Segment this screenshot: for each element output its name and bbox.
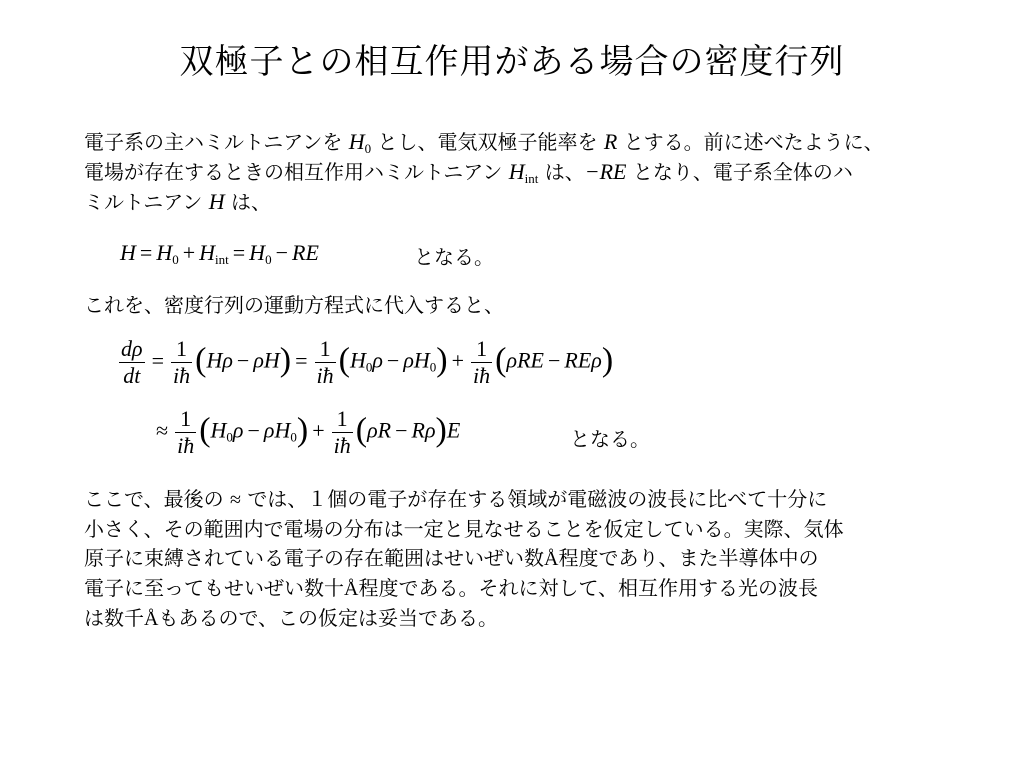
para3-line2: 小さく、その範囲内で電場の分布は一定と見なせることを仮定している。実際、気体 <box>84 517 844 541</box>
paragraph-hamiltonian <box>84 127 1004 217</box>
equation-dipole-approximation: ≈ $\frac{1}{iħ}$ $(H_0\rho - \rho H_0)$ + $\frac{1}{iħ}$ (ρR − Rρ)E <box>156 406 461 458</box>
fraction-one-over-ihbar: $\frac{1}{iħ}$ <box>333 406 351 458</box>
fraction-drho-dt: $\frac{d\rho}{dt}$ <box>121 336 143 388</box>
paragraph-substitution: これを、密度行列の運動方程式に代入すると、 <box>84 293 504 317</box>
para1-line3: ミルトニアン H は、 <box>84 189 272 214</box>
para3-line4: 電子に至ってもせいぜい数十Å程度である。それに対して、相互作用する光の波長 <box>84 576 819 600</box>
fraction-one-over-ihbar: $\frac{1}{iħ}$ <box>172 336 191 388</box>
equation-density-matrix-motion: $\frac{d\rho}{dt}$ = $\frac{1}{iħ}$ (Hρ − ρH) = $\frac{1}{iħ}$ $(H_0\rho - \rho H_0)$ + $\frac{1}{iħ}$ (ρRE − REρ) <box>121 336 614 388</box>
para1-line1: 電子系の主ハミルトニアンを $H_0$ とし、電気双極子能率を R とする。前に述べたように、 <box>84 129 884 156</box>
para3-line3: 原子に束縛されている電子の存在範囲はせいぜい数Å程度であり、また半導体中の <box>84 546 819 570</box>
fraction-one-over-ihbar: $\frac{1}{iħ}$ <box>177 406 195 458</box>
equation-total-hamiltonian: $H = H_0 + H_{int} = H_0$ − RE <box>120 240 319 267</box>
para3-line5: は数千Åもあるので、この仮定は妥当である。 <box>84 606 499 630</box>
eq3-suffix: となる。 <box>570 427 650 451</box>
para1-line2: 電場が存在するときの相互作用ハミルトニアン $H_{int}$ は、−RE となり、電子系全体のハ <box>84 159 853 186</box>
fraction-one-over-ihbar: $\frac{1}{iħ}$ <box>316 336 334 388</box>
eq1-suffix: となる。 <box>414 245 494 269</box>
paragraph-approximation-justification <box>84 485 1004 634</box>
fraction-one-over-ihbar: $\frac{1}{iħ}$ <box>473 336 491 388</box>
para3-line1: ここで、最後の ≈ では、１個の電子が存在する領域が電磁波の波長に比べて十分に <box>84 487 828 511</box>
slide-title: 双極子との相互作用がある場合の密度行列 <box>179 42 845 82</box>
